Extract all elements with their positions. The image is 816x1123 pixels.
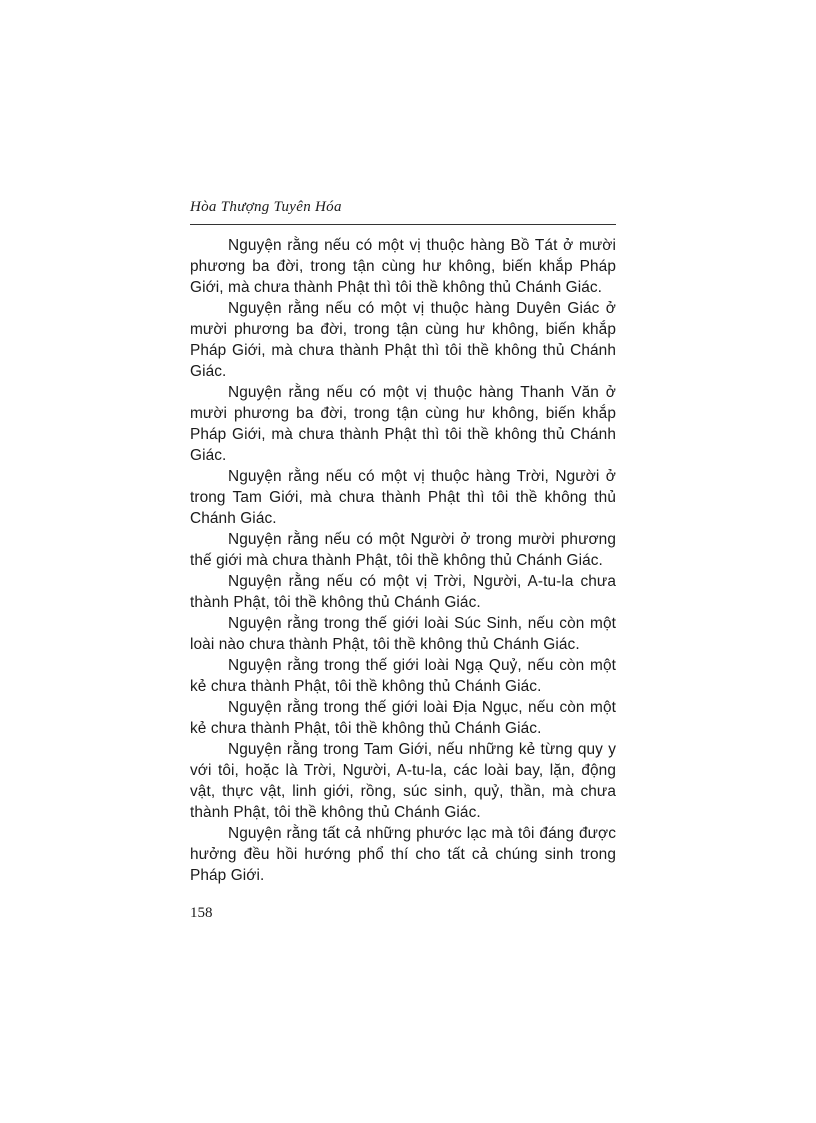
paragraph: Nguyện rằng trong Tam Giới, nếu những kẻ từng quy y với tôi, hoặc là Trời, Người, A-tu-la, các loài bay, lặn, động vật, thực vật, linh giới, rồng, súc sinh, quỷ, thần, mà chưa thành Phật, tôi thề không thủ Chánh Giác. xyxy=(190,741,616,821)
paragraph: Nguyện rằng nếu có một vị thuộc hàng Bồ Tát ở mười phương ba đời, trong tận cùng hư không, biến khắp Pháp Giới, mà chưa thành Phật thì tôi thề không thủ Chánh Giác. xyxy=(190,237,616,296)
paragraph: Nguyện rằng trong thế giới loài Ngạ Quỷ, nếu còn một kẻ chưa thành Phật, tôi thề không thủ Chánh Giác. xyxy=(190,657,616,695)
page-number: 158 xyxy=(190,905,213,921)
running-header: Hòa Thượng Tuyên Hóa xyxy=(190,199,342,215)
paragraph: Nguyện rằng nếu có một vị thuộc hàng Duyên Giác ở mười phương ba đời, trong tận cùng hư không, biến khắp Pháp Giới, mà chưa thành Phật thì tôi thề không thủ Chánh Giác. xyxy=(190,300,616,380)
paragraph: Nguyện rằng trong thế giới loài Súc Sinh, nếu còn một loài nào chưa thành Phật, tôi thề không thủ Chánh Giác. xyxy=(190,615,616,653)
body-text xyxy=(190,235,616,886)
paragraph: Nguyện rằng nếu có một vị thuộc hàng Trời, Người ở trong Tam Giới, mà chưa thành Phật thì tôi thề không thủ Chánh Giác. xyxy=(190,468,616,527)
paragraph: Nguyện rằng nếu có một vị Trời, Người, A-tu-la chưa thành Phật, tôi thề không thủ Chánh Giác. xyxy=(190,573,616,611)
header-divider xyxy=(190,224,616,225)
paragraph: Nguyện rằng trong thế giới loài Địa Ngục, nếu còn một kẻ chưa thành Phật, tôi thề không thủ Chánh Giác. xyxy=(190,699,616,737)
paragraph: Nguyện rằng nếu có một Người ở trong mười phương thế giới mà chưa thành Phật, tôi thề không thủ Chánh Giác. xyxy=(190,531,616,569)
paragraph: Nguyện rằng nếu có một vị thuộc hàng Thanh Văn ở mười phương ba đời, trong tận cùng hư không, biến khắp Pháp Giới, mà chưa thành Phật thì tôi thề không thủ Chánh Giác. xyxy=(190,384,616,464)
paragraph: Nguyện rằng tất cả những phước lạc mà tôi đáng được hưởng đều hồi hướng phổ thí cho tất cả chúng sinh trong Pháp Giới. xyxy=(190,825,616,884)
